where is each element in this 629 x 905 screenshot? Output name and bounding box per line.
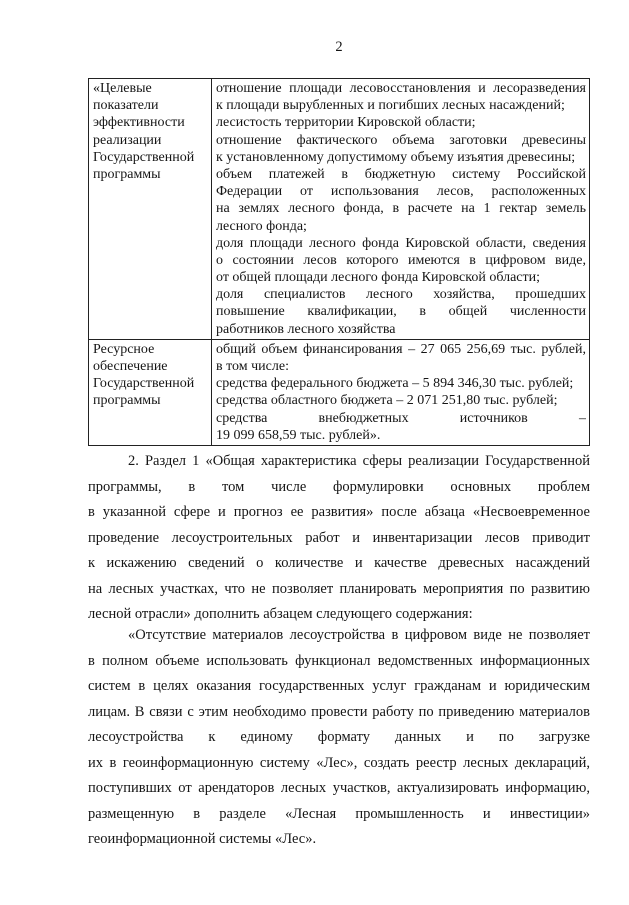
row-label-line: программы [93, 393, 161, 409]
row-label-line: Ресурсное [93, 341, 155, 357]
value-line: в том числе: [216, 359, 289, 374]
paragraph-line: к искажению сведений о количестве и качестве древесных насаждений [88, 555, 590, 571]
funding-item [216, 392, 586, 409]
paragraph-line: лесоустройства к единому формату данных и по загрузке [88, 729, 590, 745]
value-line: общий объем финансирования – 27 065 256,69 тыс. рублей, [216, 341, 586, 357]
row-label-line: Государственной [93, 376, 195, 392]
value-line: работников лесного хозяйства [216, 321, 396, 337]
indicator-item [216, 132, 586, 166]
value-line: к установленному допустимому объему изъятия древесины; [216, 149, 576, 165]
row-label-line: «Целевые [93, 81, 152, 96]
row-label-cell [89, 79, 212, 340]
funding-item [216, 375, 586, 392]
target-indicators-row [89, 79, 590, 340]
value-line: отношение фактического объема заготовки древесины [216, 132, 586, 148]
value-line: к площади вырубленных и погибших лесных насаждений; [216, 98, 565, 114]
paragraph-line: «Отсутствие материалов лесоустройства в цифровом виде не позволяет [128, 627, 590, 643]
indicator-item [216, 235, 586, 287]
paragraph-line: лицам. В связи с этим необходимо провести работу по приведению материалов [88, 703, 590, 720]
indicator-item [216, 114, 586, 131]
paragraph-line: лесной отрасли» дополнить абзацем следующего содержания: [88, 606, 473, 622]
table-body [89, 79, 590, 446]
funding-item [216, 410, 586, 444]
row-label-line: показатели [93, 98, 159, 114]
paragraph-line: систем в целях оказания государственных услуг гражданам и юридическим [88, 678, 590, 694]
funding-item [216, 341, 586, 375]
value-line: средства федерального бюджета – 5 894 346,30 тыс. рублей; [216, 376, 574, 392]
paragraph-line: программы, в том числе формулировки основных проблем [88, 478, 590, 495]
paragraph-line: размещенную в разделе «Лесная промышленность и инвестиции» [88, 805, 590, 822]
value-line: Федерации от использования лесов, расположенных [216, 184, 586, 200]
value-line: 19 099 658,59 тыс. рублей». [216, 427, 381, 443]
paragraph-line: их в геоинформационную систему «Лес», создать реестр лесных деклараций, [88, 754, 590, 771]
value-line: отношение площади лесовосстановления и лесоразведения [216, 81, 586, 96]
indicator-item [216, 286, 586, 338]
row-value-cell [212, 339, 590, 445]
value-line: о состоянии лесов которого имеются в цифровом виде, [216, 252, 586, 268]
value-line: доля специалистов лесного хозяйства, прошедших [216, 287, 586, 303]
paragraph-line: на лесных участках, что не позволяет планировать мероприятия по развитию [88, 580, 590, 597]
row-label-line: эффективности [93, 115, 185, 131]
row-label-line: программы [93, 166, 161, 182]
row-label-line: обеспечение [93, 359, 168, 374]
indicator-item [216, 166, 586, 235]
value-line: средства внебюджетных источников – [216, 410, 586, 426]
row-label-line: реализации [93, 132, 162, 148]
row-value-cell [212, 79, 590, 340]
indicator-item [216, 80, 586, 114]
section-amendment-paragraph [88, 449, 590, 628]
paragraph-line: проведение лесоустроительных работ и инвентаризации лесов приводит [88, 529, 590, 546]
resource-provision-row [89, 339, 590, 445]
paragraph-line: в указанной сфере и прогноз ее развития» после абзаца «Несвоевременное [88, 504, 590, 520]
value-line: доля площади лесного фонда Кировской области, сведения [216, 235, 586, 251]
row-label-cell [89, 339, 212, 445]
inserted-quote-paragraph [88, 623, 590, 853]
program-passport-table [88, 78, 590, 446]
value-line: на землях лесного фонда, в расчете на 1 гектар земель [216, 201, 586, 217]
paragraph-line: геоинформационной системы «Лес». [88, 831, 317, 847]
value-line: средства областного бюджета – 2 071 251,80 тыс. рублей; [216, 393, 558, 409]
paragraph-line: поступивших от арендаторов лесных участков, актуализировать информацию, [88, 780, 590, 796]
value-line: повышение квалификации, в общей численности [216, 304, 586, 320]
row-label-line: Государственной [93, 149, 195, 165]
paragraph-line: в полном объеме использовать функционал ведомственных информационных [88, 652, 590, 669]
page-number: 2 [335, 39, 343, 55]
value-line: от общей площади лесного фонда Кировской области; [216, 270, 541, 286]
value-line: лесистость территории Кировской области; [216, 115, 476, 131]
paragraph-line: 2. Раздел 1 «Общая характеристика сферы реализации Государственной [128, 453, 590, 469]
value-line: лесного фонда; [216, 218, 307, 234]
value-line: объем платежей в бюджетную систему Российской [216, 166, 586, 182]
